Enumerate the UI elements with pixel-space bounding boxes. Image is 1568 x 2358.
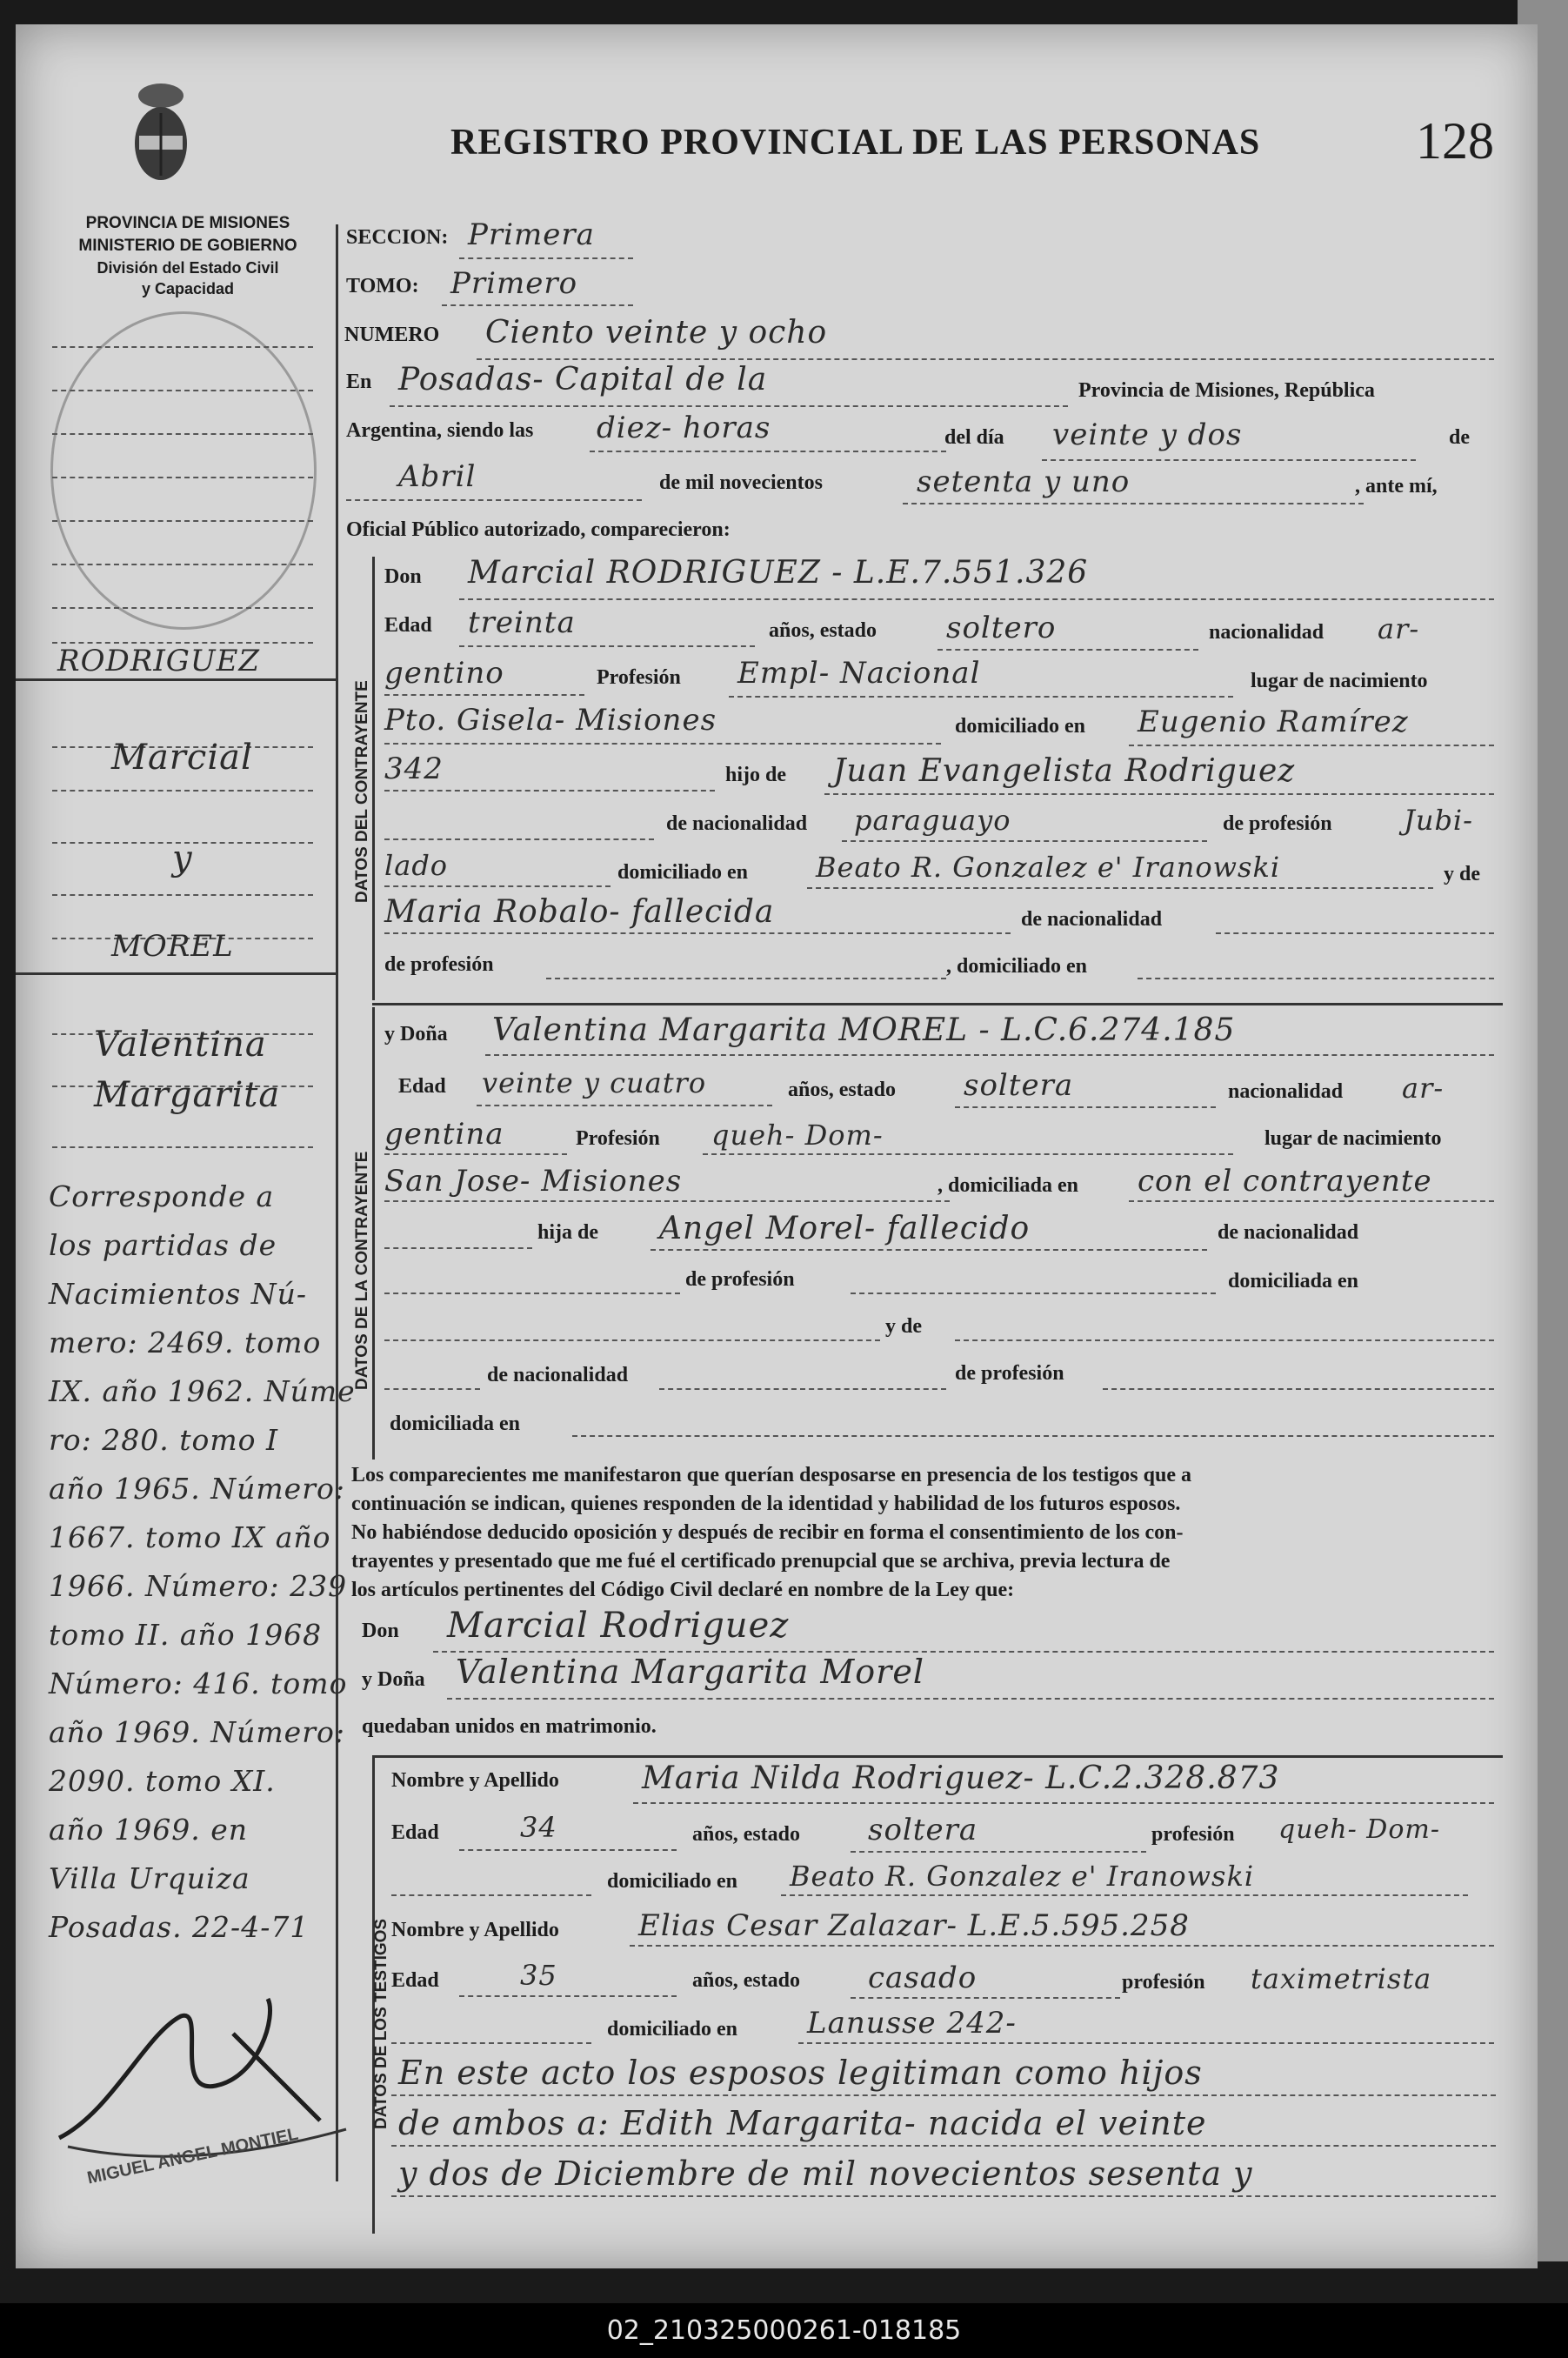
margin-note-line: tomo II. año 1968 — [49, 1618, 323, 1652]
label-de-profesion-madre: de profesión — [384, 953, 494, 976]
label-domiciliado-en-t2: domiciliado en — [607, 2018, 738, 2041]
office-line-1: PROVINCIA DE MISIONES — [85, 214, 290, 232]
label-domiciliada-en-2: domiciliada en — [1228, 1270, 1359, 1293]
label-nacionalidad: nacionalidad — [1209, 621, 1324, 644]
label-de-nacionalidad-madre: de nacionalidad — [1021, 908, 1163, 931]
margin-surname-1: RODRIGUEZ — [57, 644, 261, 678]
label-don: Don — [384, 565, 422, 588]
label-domiciliado-en-t1: domiciliado en — [607, 1870, 738, 1893]
page-title: REGISTRO PROVINCIAL DE LAS PERSONAS — [450, 123, 1261, 163]
label-numero: NUMERO — [344, 324, 440, 346]
field-novia-nombre: Valentina Margarita MOREL - L.C.6.274.185 — [492, 1012, 1236, 1048]
field-novia-dom: con el contrayente — [1138, 1164, 1432, 1199]
margin-note-line: IX. año 1962. Núme — [49, 1374, 356, 1408]
margin-surname-2: MOREL — [111, 929, 234, 964]
note-line: En este acto los esposos legitiman como hijos — [398, 2054, 1203, 2092]
signature-mark — [42, 1964, 372, 2173]
label-de-profesion-novia: de profesión — [685, 1268, 795, 1291]
field-novia-padre: Angel Morel- fallecido — [659, 1211, 1031, 1246]
page-number: 128 — [1416, 112, 1494, 170]
label-domiciliado-en-madre: , domiciliado en — [946, 955, 1088, 978]
field-decl-dona: Valentina Margarita Morel — [456, 1653, 924, 1691]
label-edad-novia: Edad — [398, 1075, 446, 1098]
margin-note-line: año 1969. Número: — [49, 1715, 345, 1749]
label-profesion-novia: Profesión — [576, 1127, 660, 1150]
label-quedaban: quedaban unidos en matrimonio. — [362, 1715, 657, 1738]
label-de-nacionalidad-novia: de nacionalidad — [1218, 1221, 1359, 1244]
margin-note-line: Villa Urquiza — [49, 1861, 250, 1895]
field-novio-nac-b: gentino — [384, 656, 504, 691]
field-anio: setenta y uno — [917, 464, 1131, 499]
faded-stamp — [50, 311, 317, 630]
margin-note-line: año 1969. en — [49, 1813, 249, 1847]
label-de-nac-madre-novia: de nacionalidad — [487, 1364, 629, 1386]
margin-name-2b: Margarita — [94, 1075, 281, 1115]
field-padre-prof-b: lado — [384, 849, 449, 882]
label-y-dona: y Doña — [384, 1023, 448, 1045]
declaration-paragraph — [351, 1461, 1191, 1605]
coat-of-arms-icon — [130, 78, 191, 183]
label-edad-t2: Edad — [391, 1969, 439, 1992]
label-lugar-nac: lugar de nacimiento — [1251, 670, 1428, 692]
field-dia: veinte y dos — [1052, 417, 1243, 452]
label-domiciliada-en: , domiciliada en — [937, 1174, 1079, 1197]
margin-name-2a: Valentina — [94, 1025, 267, 1065]
paragraph-line: No habiéndose deducido oposición y después de recibir en forma el consentimiento de los con- — [351, 1521, 1184, 1544]
label-de-profesion: de profesión — [1223, 812, 1332, 835]
field-novio-lugar-nac: Pto. Gisela- Misiones — [384, 703, 717, 738]
field-novio-dom-b: 342 — [384, 751, 444, 786]
field-novio-dom-a: Eugenio Ramírez — [1138, 705, 1409, 739]
label-datos-contrayente: DATOS DEL CONTRAYENTE — [353, 680, 371, 903]
field-novio-edad: treinta — [468, 605, 576, 640]
field-decl-don: Marcial Rodriguez — [447, 1606, 790, 1646]
note-line: de ambos a: Edith Margarita- nacida el veinte — [398, 2104, 1207, 2142]
label-edad: Edad — [384, 614, 432, 637]
field-testigo2-dom: Lanusse 242- — [807, 2006, 1017, 2041]
paragraph-line: Los comparecientes me manifestaron que querían desposarse en presencia de los testigos que a — [351, 1464, 1191, 1486]
label-nacionalidad-novia: nacionalidad — [1228, 1080, 1344, 1103]
margin-note-line: 1667. tomo IX año — [49, 1520, 331, 1554]
field-testigo2-edad: 35 — [520, 1959, 557, 1992]
field-testigo1-prof: queh- Dom- — [1278, 1814, 1440, 1845]
label-anos-estado-novia: años, estado — [788, 1079, 897, 1101]
label-decl-don: Don — [362, 1620, 399, 1642]
label-profesion: Profesión — [597, 666, 681, 689]
field-novia-estado: soltera — [964, 1068, 1074, 1103]
field-mes: Abril — [398, 459, 477, 494]
paragraph-line: los artículos pertinentes del Código Civil declaré en nombre de la Ley que: — [351, 1579, 1015, 1601]
stamp-text: MIGUEL ANGEL MONTIEL — [85, 2124, 300, 2188]
margin-note-line: 1966. Número: 239 — [49, 1569, 348, 1603]
label-decl-dona: y Doña — [362, 1668, 425, 1691]
label-y-de: y de — [1444, 863, 1480, 885]
margin-and: y — [172, 838, 193, 878]
label-domiciliado-en-padre: domiciliado en — [617, 861, 749, 884]
field-novia-prof: queh- Dom- — [711, 1119, 884, 1152]
field-novia-lugar-nac: San Jose- Misiones — [384, 1164, 683, 1199]
label-anos-estado-t1: años, estado — [692, 1823, 801, 1846]
field-testigo1-edad: 34 — [520, 1811, 557, 1844]
field-novio-madre: Maria Robalo- fallecida — [384, 894, 775, 930]
label-de-mil: de mil novecientos — [659, 471, 823, 494]
label-domiciliado-en: domiciliado en — [955, 715, 1086, 738]
margin-note-line: Número: 416. tomo — [49, 1667, 348, 1700]
legitimation-note — [398, 2047, 1253, 2199]
margin-note-line: 2090. tomo XI. — [49, 1764, 276, 1798]
margin-note-line: mero: 2469. tomo — [49, 1326, 322, 1359]
label-del-dia: del día — [944, 426, 1004, 449]
label-hija-de: hija de — [537, 1221, 599, 1244]
label-profesion-t2: profesión — [1122, 1971, 1205, 1994]
label-anos-estado-t2: años, estado — [692, 1969, 801, 1992]
field-lugar: Posadas- Capital de la — [398, 362, 768, 397]
field-novia-edad: veinte y cuatro — [482, 1066, 707, 1099]
label-seccion: SECCION: — [346, 226, 449, 249]
office-line-3: División del Estado Civil — [97, 259, 279, 277]
document-page — [16, 24, 1538, 2268]
field-testigo1-dom: Beato R. Gonzalez e' Iranowski — [790, 1860, 1255, 1893]
field-testigo2-prof: taximetrista — [1251, 1962, 1432, 1995]
label-de: de — [1449, 426, 1470, 449]
field-numero: Ciento veinte y ocho — [485, 315, 828, 351]
field-seccion: Primera — [468, 217, 595, 252]
field-testigo1-estado: soltera — [868, 1813, 978, 1847]
label-de-nacionalidad: de nacionalidad — [666, 812, 808, 835]
label-oficial: Oficial Público autorizado, comparecieron: — [346, 518, 731, 541]
label-argentina: Argentina, siendo las — [346, 419, 534, 442]
paragraph-line: trayentes y presentado que me fué el certificado prenupcial que se archiva, previa lectura de — [351, 1550, 1171, 1573]
field-testigo2-estado: casado — [868, 1961, 977, 1995]
field-padre-prof-a: Jubi- — [1404, 804, 1473, 837]
margin-note — [49, 1172, 356, 1952]
paragraph-line: continuación se indican, quienes responden de la identidad y habilidad de los futuros esposos. — [351, 1493, 1181, 1515]
office-line-2: MINISTERIO DE GOBIERNO — [78, 237, 297, 255]
field-padre-nac: paraguayo — [854, 804, 1011, 837]
label-ante-mi: , ante mí, — [1355, 475, 1438, 498]
margin-note-line: año 1965. Número: — [49, 1472, 345, 1506]
label-provincia: Provincia de Misiones, República — [1078, 379, 1375, 402]
label-domiciliada-en-3: domiciliada en — [390, 1413, 521, 1435]
field-novio-estado: soltero — [946, 611, 1057, 645]
label-lugar-nac-novia: lugar de nacimiento — [1264, 1127, 1442, 1150]
label-de-prof-madre-novia: de profesión — [955, 1362, 1064, 1385]
label-en: En — [346, 371, 372, 393]
field-hora: diez- horas — [597, 411, 771, 445]
margin-note-line: los partidas de — [49, 1228, 277, 1262]
label-y-de-novia: y de — [885, 1315, 922, 1338]
field-novio-nac-a: ar- — [1378, 612, 1420, 645]
label-datos-la-contrayente: DATOS DE LA CONTRAYENTE — [353, 1151, 371, 1390]
label-hijo-de: hijo de — [725, 764, 787, 786]
label-tomo: TOMO: — [346, 275, 419, 297]
field-novia-nac-b: gentina — [384, 1117, 504, 1152]
office-line-4: y Capacidad — [141, 280, 235, 297]
field-novio-prof: Empl- Nacional — [737, 656, 981, 691]
field-tomo: Primero — [450, 266, 578, 301]
label-nombre-apellido-1: Nombre y Apellido — [391, 1769, 559, 1792]
label-anos-estado: años, estado — [769, 619, 877, 642]
label-nombre-apellido-2: Nombre y Apellido — [391, 1919, 559, 1941]
margin-note-line: Corresponde a — [49, 1179, 275, 1213]
note-line: y dos de Diciembre de mil novecientos sesenta y — [398, 2154, 1253, 2193]
field-testigo2-nombre: Elias Cesar Zalazar- L.E.5.595.258 — [638, 1908, 1190, 1943]
image-id-footer: 02_210325000261-018185 — [0, 2303, 1568, 2358]
label-profesion-t1: profesión — [1151, 1823, 1235, 1846]
margin-name-1: Marcial — [111, 738, 253, 778]
label-datos-testigos: DATOS DE LOS TESTIGOS — [372, 1918, 390, 2129]
field-testigo1-nombre: Maria Nilda Rodriguez- L.C.2.328.873 — [642, 1760, 1280, 1796]
margin-note-line: Posadas. 22-4-71 — [49, 1910, 310, 1944]
field-novio-padre: Juan Evangelista Rodriguez — [833, 753, 1296, 789]
margin-note-line: Nacimientos Nú- — [49, 1277, 308, 1311]
field-padre-dom: Beato R. Gonzalez e' Iranowski — [816, 851, 1281, 884]
field-novia-nac-a: ar- — [1402, 1072, 1445, 1105]
margin-note-line: ro: 280. tomo I — [49, 1423, 279, 1457]
field-novio-nombre: Marcial RODRIGUEZ - L.E.7.551.326 — [468, 555, 1089, 591]
label-edad-t1: Edad — [391, 1821, 439, 1844]
